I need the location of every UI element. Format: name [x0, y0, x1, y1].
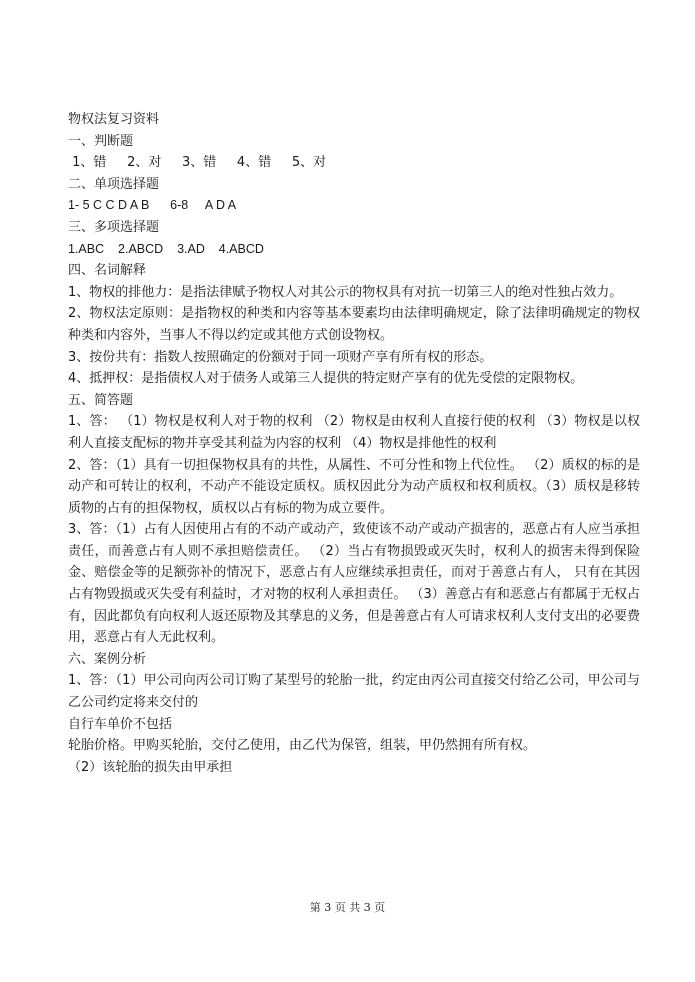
- single-choice-answers: 1- 5 C C D A B 6-8 A D A: [68, 198, 237, 213]
- document-body: [68, 109, 640, 778]
- judgment-heading: 一、判断题: [68, 133, 134, 149]
- document-title: 物权法复习资料: [68, 112, 160, 127]
- multi-choice-heading: 三、多项选择题: [68, 219, 160, 235]
- short-answer-heading: 五、简答题: [68, 392, 134, 408]
- short-answer-item-2: 2、答：（1）具有一切担保物权具有的共性，从属性、不可分性和物上代位性。 （2）质权的标的是动产和可转让的权利，不动产不能设定质权。质权因此分为动产质权和权利质权。（3）质权是移转质物的占有的担保物权，质权以占有标的物为成立要件。: [68, 457, 640, 516]
- case-line-2: 自行车单价不包括: [68, 716, 173, 732]
- single-choice-heading: 二、单项选择题: [68, 176, 160, 192]
- term-item-2: 2、物权法定原则：是指物权的种类和内容等基本要素均由法律明确规定，除了法律明确规定的物权种类和内容外，当事人不得以约定或其他方式创设物权。: [68, 306, 640, 343]
- judgment-answers: 1、错 2、对 3、错 4、错 5、对: [68, 155, 327, 171]
- term-item-4: 4、抵押权：是指债权人对于债务人或第三人提供的特定财产享有的优先受偿的定限物权。: [68, 371, 584, 387]
- case-line-3: 轮胎价格。甲购买轮胎，交付乙使用，由乙代为保管，组装，甲仍然拥有所有权。: [68, 738, 537, 754]
- multi-choice-answers: 1.ABC 2.ABCD 3.AD 4.ABCD: [68, 241, 264, 256]
- case-line-4: （2）该轮胎的损失由甲承担: [68, 759, 233, 775]
- case-line-1: 1、答：（1）甲公司向丙公司订购了某型号的轮胎一批，约定由丙公司直接交付给乙公司，甲公司与乙公司约定将来交付的: [68, 673, 640, 711]
- term-item-3: 3、按份共有：指数人按照确定的份额对于同一项财产享有所有权的形态。: [68, 349, 493, 365]
- short-answer-item-3: 3、答：（1）占有人因使用占有的不动产或动产，致使该不动产或动产损害的，恶意占有人应当承担责任，而善意占有人则不承担赔偿责任。 （2）当占有物损毁或灭失时，权利人的损害未得到保险金、赔偿金等的足额弥补的情况下，恶意占有人应继续承担责任，而对于善意占有人， 只有在其因占有物毁损或灭失受有利益时，才对物的权利人承担责任。 （3）善意占有和恶意占有都属于无权占有，因此都负有向权利人返还原物及其孳息的义务，但是善意占有人可请求权利人支付支出的必要费用，恶意占有人无此权利。: [68, 522, 641, 646]
- terms-heading: 四、名词解释: [68, 263, 147, 279]
- case-analysis-heading: 六、案例分析: [68, 651, 147, 667]
- page-footer: 第 3 页 共 3 页: [309, 901, 386, 914]
- term-item-1: 1、物权的排他力：是指法律赋予物权人对其公示的物权具有对抗一切第三人的绝对性独占效力。: [68, 284, 623, 300]
- short-answer-item-1: 1、答： （1）物权是权利人对于物的权利 （2）物权是由权利人直接行使的权利 （3）物权是以权利人直接支配标的物并享受其利益为内容的权利 （4）物权是排他性的权利: [68, 414, 640, 451]
